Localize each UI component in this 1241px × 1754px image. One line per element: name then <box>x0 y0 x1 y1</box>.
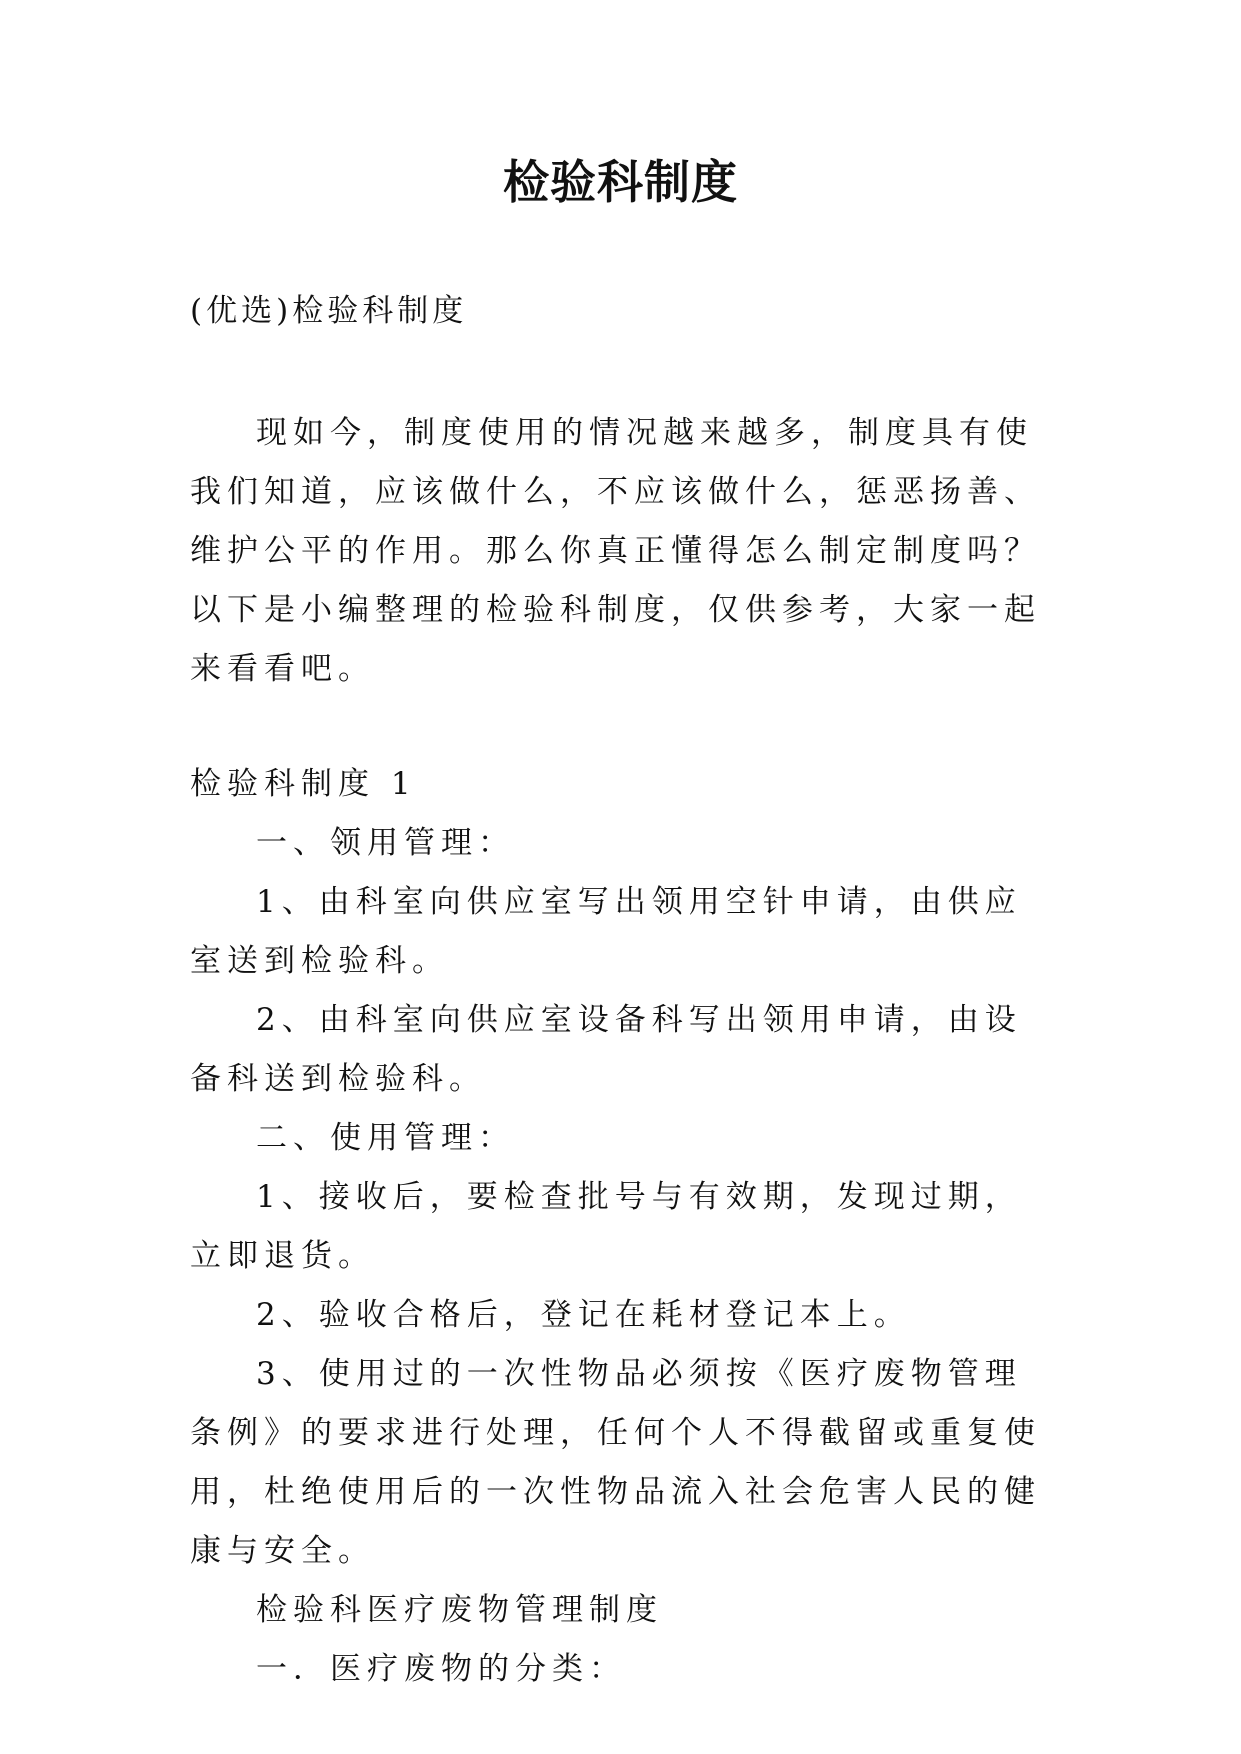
document-subtitle: (优选)检验科制度 <box>190 293 468 329</box>
intro-section <box>190 404 1050 699</box>
regulation-sections <box>190 755 1050 1699</box>
paragraph-receiving-item-2: 2、由科室向供应室设备科写出领用申请，由设备科送到检验科。 <box>190 1002 1022 1097</box>
heading-usage-management: 二、使用管理： <box>256 1120 515 1156</box>
document-title: 检验科制度 <box>503 155 738 209</box>
heading-medical-waste-regulation: 检验科医疗废物管理制度 <box>256 1592 663 1628</box>
paragraph-receiving-item-1: 1、由科室向供应室写出领用空针申请，由供应室送到检验科。 <box>190 884 1022 979</box>
paragraph-usage-item-1: 1、接收后，要检查批号与有效期，发现过期，立即退货。 <box>190 1179 1022 1274</box>
heading-waste-classification: 一．医疗废物的分类： <box>256 1651 626 1687</box>
intro-paragraph: 现如今，制度使用的情况越来越多，制度具有使我们知道，应该做什么，不应该做什么，惩恶扬善、维护公平的作用。那么你真正懂得怎么制定制度吗？以下是小编整理的检验科制度，仅供参考，大家一起来看看吧。 <box>190 415 1041 687</box>
document-body <box>190 404 1050 1699</box>
paragraph-usage-item-3: 3、使用过的一次性物品必须按《医疗废物管理条例》的要求进行处理，任何个人不得截留或重复使用，杜绝使用后的一次性物品流入社会危害人民的健康与安全。 <box>190 1356 1041 1569</box>
paragraph-usage-item-2: 2、验收合格后，登记在耗材登记本上。 <box>256 1297 911 1333</box>
section-heading: 检验科制度 1 <box>190 766 417 802</box>
heading-receiving-management: 一、领用管理： <box>256 825 515 861</box>
